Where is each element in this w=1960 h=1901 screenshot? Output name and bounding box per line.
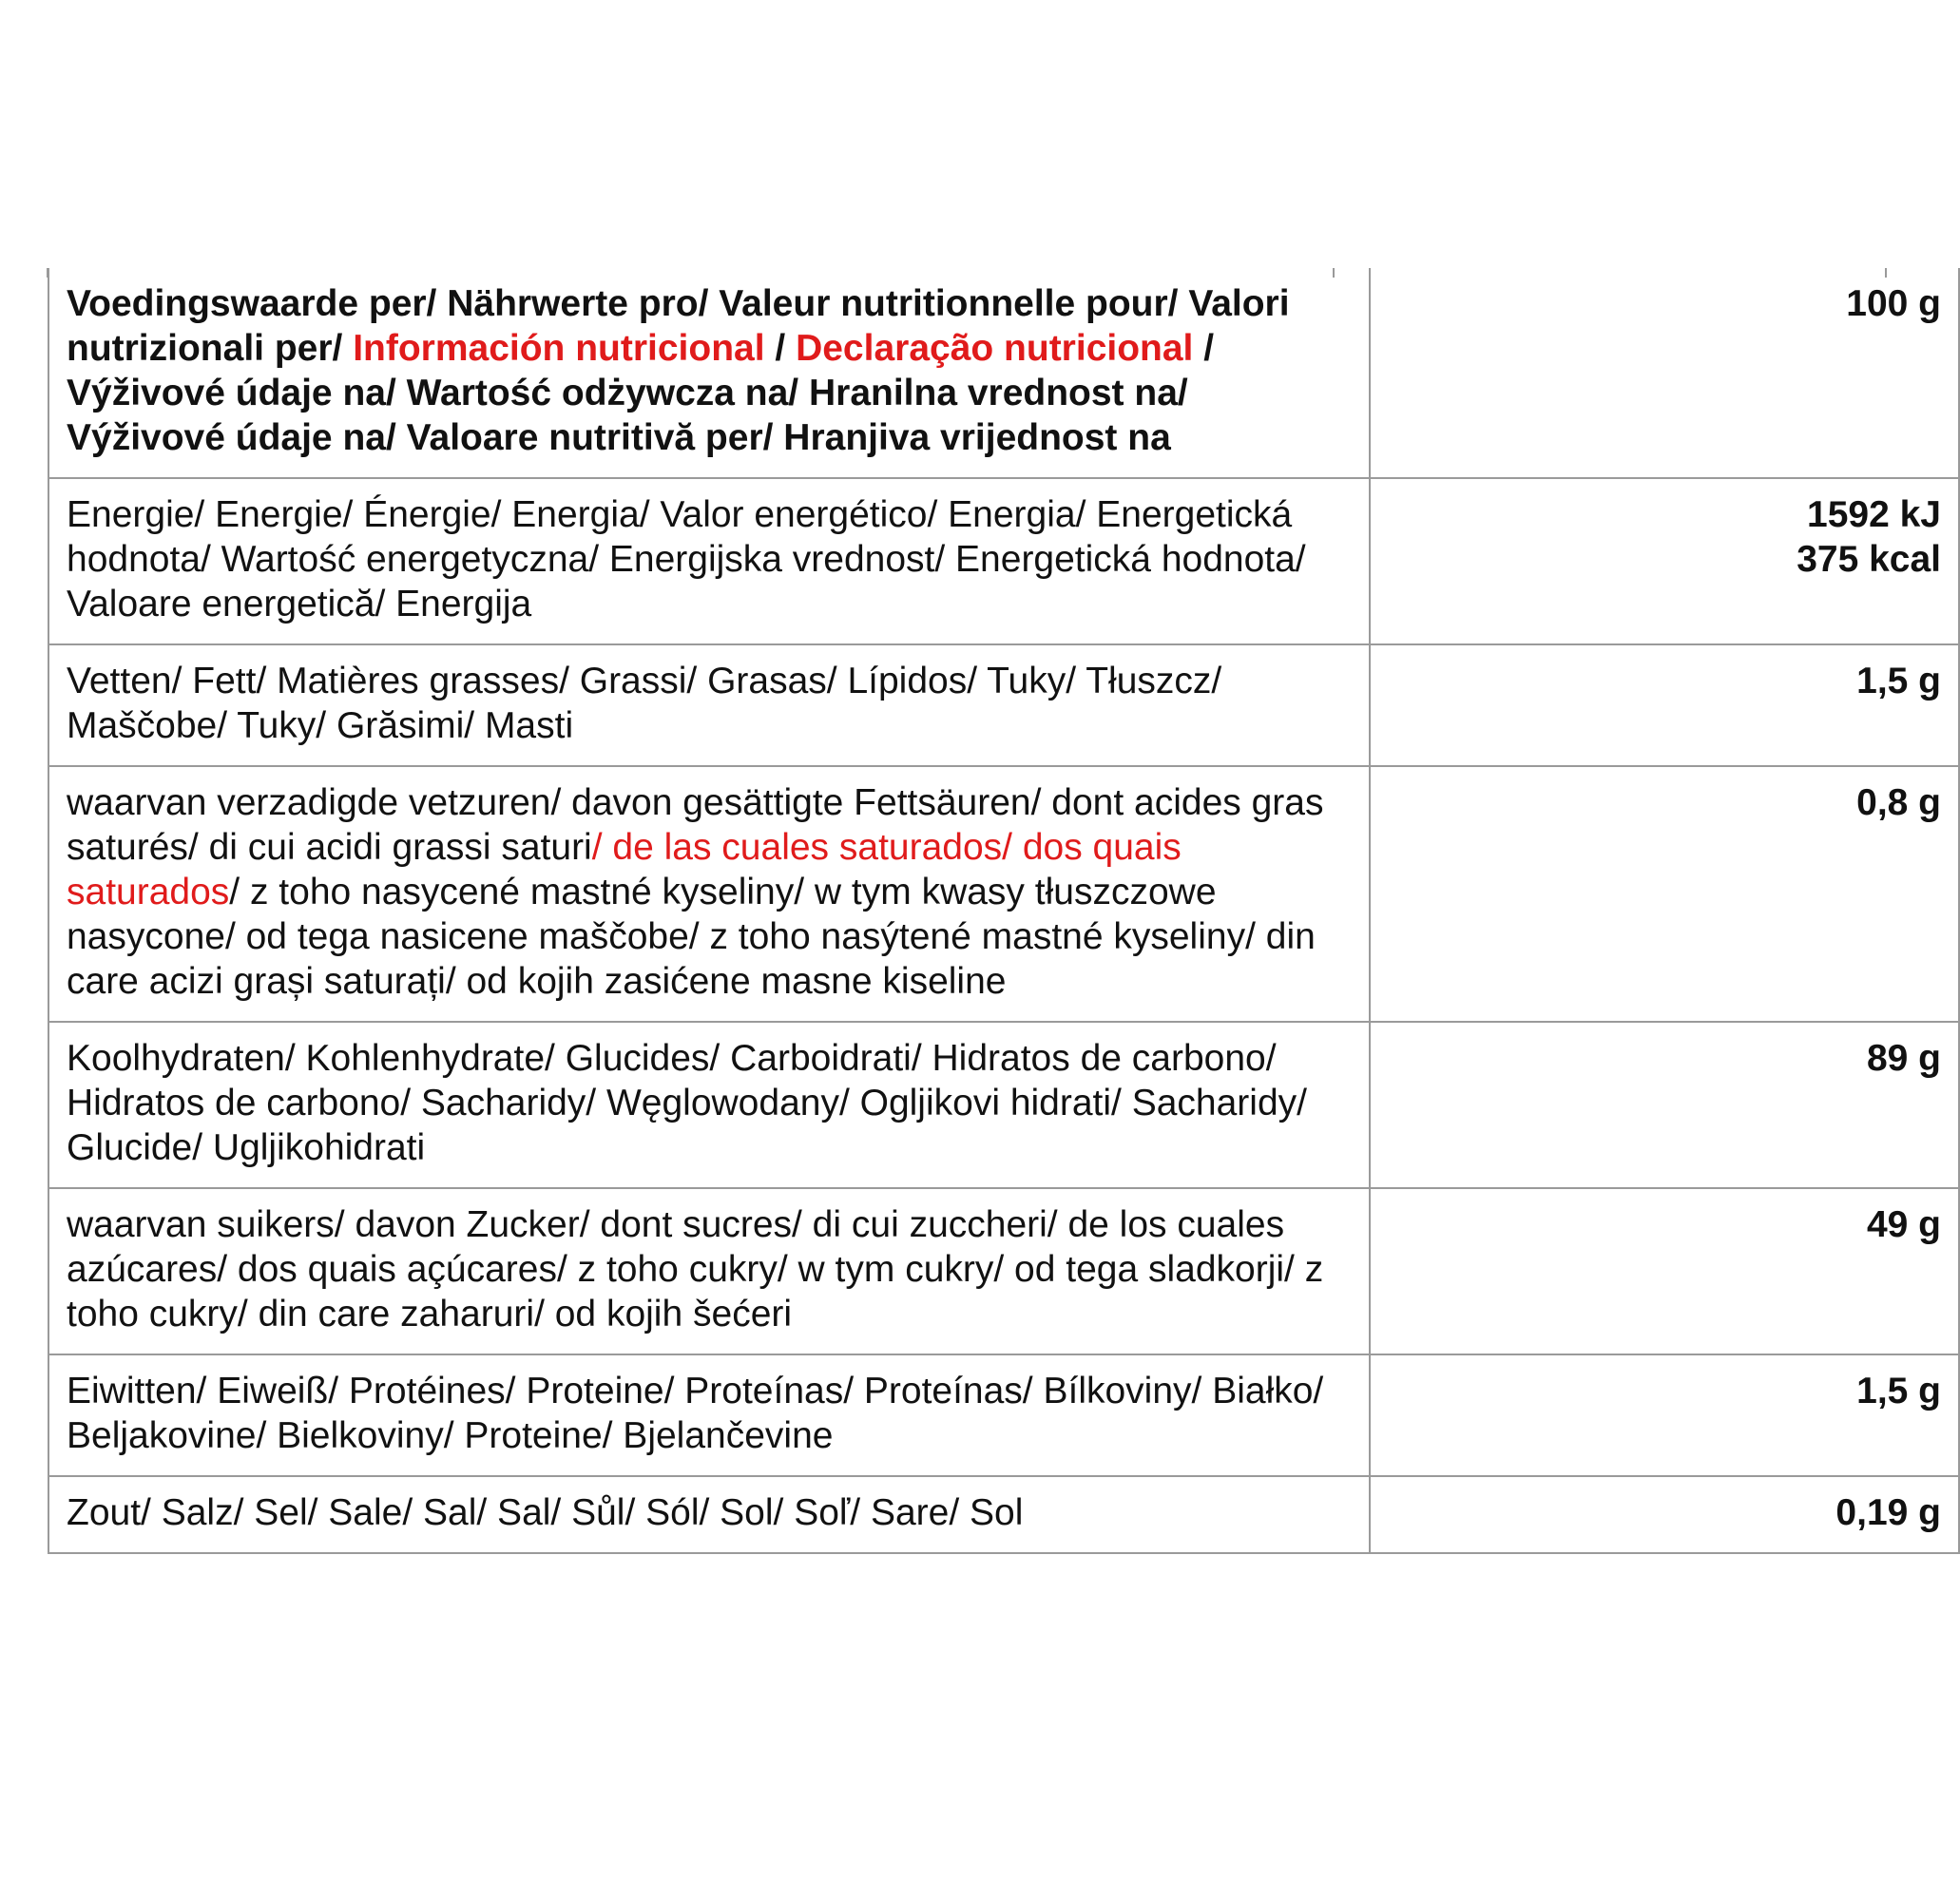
label-text: / Výživové údaje na/ Wartość odżywcza na/ Hranilna vrednost na/ Výživové údaje na/ Valoare nutritivă per/ Hranjiva vrijednost na: [67, 328, 1224, 458]
table-row: [48, 766, 1959, 1022]
label-text: Zout/ Salz/ Sel/ Sale/ Sal/ Sal/ Sůl/ Sól/ Sol/ Soľ/ Sare/ Sol: [67, 1492, 1024, 1533]
value-text: 1,5 g: [1856, 1371, 1941, 1411]
label-text: waarvan suikers/ davon Zucker/ dont sucres/ di cui zuccheri/ de los cuales azúcares/ dos quais açúcares/ z toho cukry/ w tym cukry/ od tega sladkorji/ z toho cukry/ din care zaharuri/ od kojih šećeri: [67, 1204, 1335, 1335]
label-text: Voedingswaarde per/ Nährwerte pro/ Valeur nutritionnelle pour/ Valori nutrizionali per/: [67, 283, 1300, 369]
header-value-cell: [1370, 268, 1959, 478]
nutrient-label-cell: [48, 766, 1370, 1022]
value-text: 89 g: [1866, 1038, 1941, 1079]
nutrition-table-body: [48, 268, 1959, 1553]
nutrient-value-cell: [1370, 478, 1959, 644]
value-text: 0,8 g: [1856, 782, 1941, 823]
nutrient-label-cell: [48, 1188, 1370, 1354]
nutrition-table: [48, 268, 1960, 1554]
value-text: 1,5 g: [1856, 661, 1941, 701]
highlighted-label-text: Declaração nutricional: [796, 328, 1194, 369]
table-row: [48, 1022, 1959, 1188]
nutrient-value-cell: [1370, 766, 1959, 1022]
table-row: [48, 1476, 1959, 1553]
table-row: [48, 1188, 1959, 1354]
table-row: [48, 1354, 1959, 1476]
table-row: [48, 478, 1959, 644]
table-header-row: [48, 268, 1959, 478]
highlighted-label-text: Información nutricional: [353, 328, 765, 369]
value-text: 1592 kJ: [1807, 494, 1941, 535]
nutrient-label-cell: [48, 644, 1370, 766]
nutrient-value-cell: [1370, 1354, 1959, 1476]
nutrient-value-cell: [1370, 1188, 1959, 1354]
value-text: 49 g: [1866, 1204, 1941, 1245]
table-top-rule-right: [1885, 268, 1887, 278]
label-text: Vetten/ Fett/ Matières grasses/ Grassi/ Grasas/ Lípidos/ Tuky/ Tłuszcz/ Maščobe/ Tuky/ Grăsimi/ Masti: [67, 661, 1233, 746]
label-text: / z toho nasycené mastné kyseliny/ w tym kwasy tłuszczowe nasycone/ od tega nasicene maščobe/ z toho nasýtené mastné kyseliny/ din care acizi grași saturați/ od kojih zasićene masne kiseline: [67, 872, 1326, 1002]
table-top-rule-middle: [1333, 268, 1335, 278]
value-text: 0,19 g: [1835, 1492, 1941, 1533]
nutrient-label-cell: [48, 1476, 1370, 1553]
label-text: Energie/ Energie/ Énergie/ Energia/ Valor energético/ Energia/ Energetická hodnota/ Wartość energetyczna/ Energijska vrednost/ Energetická hodnota/ Valoare energetică/ Energija: [67, 494, 1316, 624]
nutrient-value-cell: [1370, 1476, 1959, 1553]
value-text: 100 g: [1846, 283, 1941, 324]
label-text: Eiwitten/ Eiweiß/ Protéines/ Proteine/ Proteínas/ Proteínas/ Bílkoviny/ Białko/ Beljakovine/ Bielkoviny/ Proteine/ Bjelančevine: [67, 1371, 1335, 1456]
value-text: 375 kcal: [1797, 539, 1941, 580]
table-row: [48, 644, 1959, 766]
highlighted-label-text: / de las cuales saturados/ dos quais saturados: [67, 827, 1192, 912]
nutrient-label-cell: [48, 1354, 1370, 1476]
table-top-rule-left: [47, 268, 48, 278]
label-text: Koolhydraten/ Kohlenhydrate/ Glucides/ Carboidrati/ Hidratos de carbono/ Hidratos de carbono/ Sacharidy/ Węglowodany/ Ogljikovi hidrati/ Sacharidy/ Glucide/ Ugljikohidrati: [67, 1038, 1317, 1168]
nutrient-label-cell: [48, 1022, 1370, 1188]
nutrient-label-cell: [48, 478, 1370, 644]
label-text: /: [764, 328, 797, 369]
nutrient-value-cell: [1370, 644, 1959, 766]
header-label-cell: [48, 268, 1370, 478]
label-text: waarvan verzadigde vetzuren/ davon gesättigte Fettsäuren/ dont acides gras saturés/ di cui acidi grassi saturi: [67, 782, 1335, 868]
nutrient-value-cell: [1370, 1022, 1959, 1188]
